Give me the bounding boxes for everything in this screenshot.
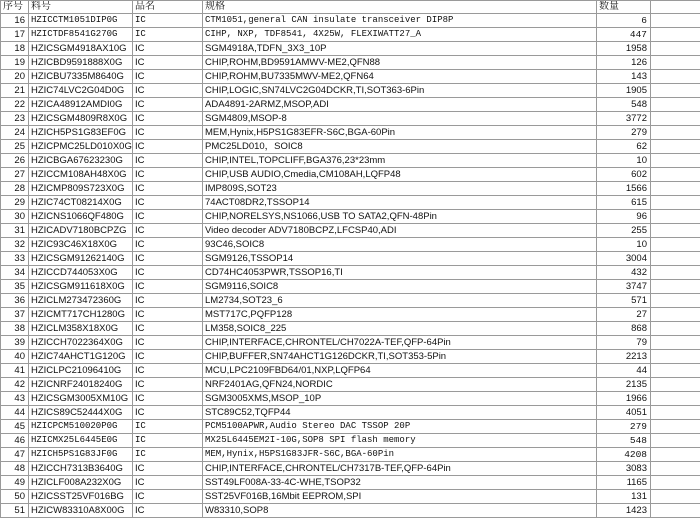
product-name-cell[interactable]: IC — [133, 126, 203, 140]
table-row — [1, 224, 700, 238]
product-name-cell[interactable]: IC — [133, 70, 203, 84]
empty-cell[interactable] — [651, 112, 700, 126]
empty-cell[interactable] — [651, 140, 700, 154]
specification-cell[interactable]: MX25L6445EM2I-10G,SOP8 SPI flash memory — [203, 434, 597, 448]
quantity-cell[interactable]: 432 — [597, 266, 651, 280]
empty-cell[interactable] — [651, 420, 700, 434]
row-seq-cell[interactable]: 22 — [1, 98, 29, 112]
specification-cell[interactable]: SGM9126,TSSOP14 — [203, 252, 597, 266]
table-row — [1, 252, 700, 266]
row-seq-cell[interactable]: 39 — [1, 336, 29, 350]
quantity-cell[interactable]: 447 — [597, 28, 651, 42]
quantity-cell[interactable]: 10 — [597, 238, 651, 252]
table-row — [1, 196, 700, 210]
product-name-cell[interactable]: IC — [133, 182, 203, 196]
row-seq-cell[interactable]: 49 — [1, 476, 29, 490]
empty-cell[interactable] — [651, 462, 700, 476]
product-name-cell[interactable]: IC — [133, 308, 203, 322]
table-row — [1, 238, 700, 252]
empty-cell[interactable] — [651, 490, 700, 504]
empty-cell[interactable] — [651, 28, 700, 42]
part-number-cell[interactable]: HZICA48912AMDI0G — [29, 98, 133, 112]
product-name-cell[interactable]: IC — [133, 462, 203, 476]
row-seq-cell[interactable]: 48 — [1, 462, 29, 476]
empty-cell[interactable] — [651, 168, 700, 182]
row-seq-cell[interactable]: 26 — [1, 154, 29, 168]
row-seq-cell[interactable]: 50 — [1, 490, 29, 504]
header-specification[interactable]: 规格 — [203, 1, 597, 14]
row-seq-cell[interactable]: 43 — [1, 392, 29, 406]
row-seq-cell[interactable]: 41 — [1, 364, 29, 378]
part-number-cell[interactable]: HZICLPC21096410G — [29, 364, 133, 378]
table-row — [1, 84, 700, 98]
row-seq-cell[interactable]: 21 — [1, 84, 29, 98]
row-seq-cell[interactable]: 25 — [1, 140, 29, 154]
quantity-cell[interactable]: 279 — [597, 420, 651, 434]
table-row — [1, 294, 700, 308]
empty-cell[interactable] — [651, 238, 700, 252]
quantity-cell[interactable]: 1958 — [597, 42, 651, 56]
quantity-cell[interactable]: 3747 — [597, 280, 651, 294]
table-row — [1, 98, 700, 112]
row-seq-cell[interactable]: 35 — [1, 280, 29, 294]
part-number-cell[interactable]: HZICLM358X18X0G — [29, 322, 133, 336]
table-row — [1, 140, 700, 154]
empty-cell[interactable] — [651, 434, 700, 448]
header-quantity[interactable]: 数量 — [597, 1, 651, 14]
part-number-cell[interactable]: HZICCD744053X0G — [29, 266, 133, 280]
part-number-cell[interactable]: HZICSGM91262140G — [29, 252, 133, 266]
specification-cell[interactable]: SST49LF008A-33-4C-WHE,TSOP32 — [203, 476, 597, 490]
part-number-cell[interactable]: HZICTDF8541G270G — [29, 28, 133, 42]
product-name-cell[interactable]: IC — [133, 14, 203, 28]
table-row — [1, 182, 700, 196]
product-name-cell[interactable]: IC — [133, 266, 203, 280]
table-row — [1, 420, 700, 434]
quantity-cell[interactable]: 4208 — [597, 448, 651, 462]
table-row — [1, 28, 700, 42]
specification-cell[interactable]: STC89C52,TQFP44 — [203, 406, 597, 420]
specification-cell[interactable]: IMP809S,SOT23 — [203, 182, 597, 196]
header-product-name[interactable]: 品名 — [133, 1, 203, 14]
empty-cell[interactable] — [651, 154, 700, 168]
quantity-cell[interactable]: 1423 — [597, 504, 651, 518]
part-number-cell[interactable]: HZICLM273472360G — [29, 294, 133, 308]
table-row — [1, 476, 700, 490]
specification-cell[interactable]: 74ACT08DR2,TSSOP14 — [203, 196, 597, 210]
quantity-cell[interactable]: 2135 — [597, 378, 651, 392]
specification-cell[interactable]: SGM9116,SOIC8 — [203, 280, 597, 294]
row-seq-cell[interactable]: 51 — [1, 504, 29, 518]
table-row — [1, 42, 700, 56]
empty-cell[interactable] — [651, 504, 700, 518]
quantity-cell[interactable]: 1905 — [597, 84, 651, 98]
quantity-cell[interactable]: 79 — [597, 336, 651, 350]
table-row — [1, 266, 700, 280]
empty-cell[interactable] — [651, 14, 700, 28]
part-number-cell[interactable]: HZIC93C46X18X0G — [29, 238, 133, 252]
row-seq-cell[interactable]: 16 — [1, 14, 29, 28]
header-empty[interactable] — [651, 1, 700, 14]
specification-cell[interactable]: CHIP,INTERFACE,CHRONTEL/CH7317B-TEF,QFP-64Pin — [203, 462, 597, 476]
row-seq-cell[interactable]: 20 — [1, 70, 29, 84]
specification-cell[interactable]: CIHP, NXP, TDF8541, 4X25W, FLEXIWATT27_A — [203, 28, 597, 42]
specification-cell[interactable]: MEM,Hynix,H5PS1G83EFR-S6C,BGA-60Pin — [203, 126, 597, 140]
table-row — [1, 392, 700, 406]
part-number-cell[interactable]: HZICSGM4918AX10G — [29, 42, 133, 56]
product-name-cell[interactable]: IC — [133, 406, 203, 420]
specification-cell[interactable]: SGM4809,MSOP-8 — [203, 112, 597, 126]
specification-cell[interactable]: CHIP,INTEL,TOPCLIFF,BGA376,23*23mm — [203, 154, 597, 168]
quantity-cell[interactable]: 615 — [597, 196, 651, 210]
specification-cell[interactable]: W83310,SOP8 — [203, 504, 597, 518]
quantity-cell[interactable]: 1966 — [597, 392, 651, 406]
specification-cell[interactable]: MCU,LPC2109FBD64/01,NXP,LQFP64 — [203, 364, 597, 378]
part-number-cell[interactable]: HZICMX25L6445E0G — [29, 434, 133, 448]
specification-cell[interactable]: CHIP,INTERFACE,CHRONTEL/CH7022A-TEF,QFP-64Pin — [203, 336, 597, 350]
product-name-cell[interactable]: IC — [133, 476, 203, 490]
quantity-cell[interactable]: 131 — [597, 490, 651, 504]
row-seq-cell[interactable]: 32 — [1, 238, 29, 252]
specification-cell[interactable]: CHIP,LOGIC,SN74LVC2G04DCKR,TI,SOT363-6Pin — [203, 84, 597, 98]
product-name-cell[interactable]: IC — [133, 238, 203, 252]
specification-cell[interactable]: LM2734,SOT23_6 — [203, 294, 597, 308]
empty-cell[interactable] — [651, 70, 700, 84]
table-row — [1, 56, 700, 70]
quantity-cell[interactable]: 548 — [597, 98, 651, 112]
row-seq-cell[interactable]: 30 — [1, 210, 29, 224]
empty-cell[interactable] — [651, 378, 700, 392]
part-number-cell[interactable]: HZICPCM510020P0G — [29, 420, 133, 434]
empty-cell[interactable] — [651, 476, 700, 490]
table-row — [1, 406, 700, 420]
quantity-cell[interactable]: 62 — [597, 140, 651, 154]
product-name-cell[interactable]: IC — [133, 28, 203, 42]
quantity-cell[interactable]: 1165 — [597, 476, 651, 490]
quantity-cell[interactable]: 255 — [597, 224, 651, 238]
part-number-cell[interactable]: HZICMT717CH1280G — [29, 308, 133, 322]
part-number-cell[interactable]: HZICCH7313B3640G — [29, 462, 133, 476]
specification-cell[interactable]: CHIP,ROHM,BD9591AMWV-ME2,QFN88 — [203, 56, 597, 70]
specification-cell[interactable]: CHIP,USB AUDIO,Cmedia,CM108AH,LQFP48 — [203, 168, 597, 182]
quantity-cell[interactable]: 3772 — [597, 112, 651, 126]
quantity-cell[interactable]: 6 — [597, 14, 651, 28]
quantity-cell[interactable]: 4051 — [597, 406, 651, 420]
table-row — [1, 378, 700, 392]
product-name-cell[interactable]: IC — [133, 56, 203, 70]
part-number-cell[interactable]: HZICCH7022364X0G — [29, 336, 133, 350]
empty-cell[interactable] — [651, 350, 700, 364]
part-number-cell[interactable]: HZICW83310A8X00G — [29, 504, 133, 518]
empty-cell[interactable] — [651, 266, 700, 280]
product-name-cell[interactable]: IC — [133, 210, 203, 224]
quantity-cell[interactable]: 126 — [597, 56, 651, 70]
product-name-cell[interactable]: IC — [133, 168, 203, 182]
quantity-cell[interactable]: 602 — [597, 168, 651, 182]
specification-cell[interactable]: CHIP,BUFFER,SN74AHCT1G126DCKR,TI,SOT353-5Pin — [203, 350, 597, 364]
product-name-cell[interactable]: IC — [133, 140, 203, 154]
product-name-cell[interactable]: IC — [133, 504, 203, 518]
part-number-cell[interactable]: HZIC74LVC2G04D0G — [29, 84, 133, 98]
specification-cell[interactable]: NRF2401AG,QFN24,NORDIC — [203, 378, 597, 392]
table-row — [1, 280, 700, 294]
table-row — [1, 308, 700, 322]
quantity-cell[interactable]: 3004 — [597, 252, 651, 266]
part-number-cell[interactable]: HZICBD9591888X0G — [29, 56, 133, 70]
row-seq-cell[interactable]: 23 — [1, 112, 29, 126]
empty-cell[interactable] — [651, 322, 700, 336]
part-number-cell[interactable]: HZICSGM3005XM10G — [29, 392, 133, 406]
table-row — [1, 448, 700, 462]
quantity-cell[interactable]: 548 — [597, 434, 651, 448]
product-name-cell[interactable]: IC — [133, 112, 203, 126]
product-name-cell[interactable]: IC — [133, 350, 203, 364]
specification-cell[interactable]: SST25VF016B,16Mbit EEPROM,SPI — [203, 490, 597, 504]
product-name-cell[interactable]: IC — [133, 294, 203, 308]
product-name-cell[interactable]: IC — [133, 448, 203, 462]
product-name-cell[interactable]: IC — [133, 322, 203, 336]
specification-cell[interactable]: LM358,SOIC8_225 — [203, 322, 597, 336]
part-number-cell[interactable]: HZICH5PS1G83EF0G — [29, 126, 133, 140]
header-row — [1, 1, 700, 14]
specification-cell[interactable]: PMC25LD010，SOIC8 — [203, 140, 597, 154]
empty-cell[interactable] — [651, 294, 700, 308]
table-row — [1, 322, 700, 336]
quantity-cell[interactable]: 1566 — [597, 182, 651, 196]
row-seq-cell[interactable]: 42 — [1, 378, 29, 392]
part-number-cell[interactable]: HZICADV7180BCPZG — [29, 224, 133, 238]
row-seq-cell[interactable]: 19 — [1, 56, 29, 70]
row-seq-cell[interactable]: 46 — [1, 434, 29, 448]
product-name-cell[interactable]: IC — [133, 378, 203, 392]
row-seq-cell[interactable]: 29 — [1, 196, 29, 210]
table-row — [1, 490, 700, 504]
product-name-cell[interactable]: IC — [133, 490, 203, 504]
quantity-cell[interactable]: 44 — [597, 364, 651, 378]
table-row — [1, 434, 700, 448]
table-row — [1, 210, 700, 224]
quantity-cell[interactable]: 96 — [597, 210, 651, 224]
table-row — [1, 336, 700, 350]
product-name-cell[interactable]: IC — [133, 98, 203, 112]
specification-cell[interactable]: PCM5100APWR,Audio Stereo DAC TSSOP 20P — [203, 420, 597, 434]
row-seq-cell[interactable]: 28 — [1, 182, 29, 196]
empty-cell[interactable] — [651, 224, 700, 238]
specification-cell[interactable]: ADA4891-2ARMZ,MSOP,ADI — [203, 98, 597, 112]
part-number-cell[interactable]: HZICBGA67623230G — [29, 154, 133, 168]
row-seq-cell[interactable]: 45 — [1, 420, 29, 434]
product-name-cell[interactable]: IC — [133, 280, 203, 294]
part-number-cell[interactable]: HZICLF008A232X0G — [29, 476, 133, 490]
part-number-cell[interactable]: HZICNS1066QF480G — [29, 210, 133, 224]
row-seq-cell[interactable]: 24 — [1, 126, 29, 140]
table-row — [1, 14, 700, 28]
product-name-cell[interactable]: IC — [133, 336, 203, 350]
empty-cell[interactable] — [651, 392, 700, 406]
part-number-cell[interactable]: HZICSST25VF016BG — [29, 490, 133, 504]
quantity-cell[interactable]: 868 — [597, 322, 651, 336]
part-number-cell[interactable]: HZICSGM911618X0G — [29, 280, 133, 294]
empty-cell[interactable] — [651, 56, 700, 70]
quantity-cell[interactable]: 571 — [597, 294, 651, 308]
specification-cell[interactable]: CD74HC4053PWR,TSSOP16,TI — [203, 266, 597, 280]
table-row — [1, 364, 700, 378]
row-seq-cell[interactable]: 40 — [1, 350, 29, 364]
part-number-cell[interactable]: HZICPMC25LD010X0G — [29, 140, 133, 154]
quantity-cell[interactable]: 279 — [597, 126, 651, 140]
product-name-cell[interactable]: IC — [133, 392, 203, 406]
product-name-cell[interactable]: IC — [133, 224, 203, 238]
table-row — [1, 112, 700, 126]
empty-cell[interactable] — [651, 84, 700, 98]
product-name-cell[interactable]: IC — [133, 434, 203, 448]
empty-cell[interactable] — [651, 336, 700, 350]
part-number-cell[interactable]: HZICS89C52444X0G — [29, 406, 133, 420]
part-number-cell[interactable]: HZICSGM4809R8X0G — [29, 112, 133, 126]
table-row — [1, 350, 700, 364]
table-row — [1, 154, 700, 168]
product-name-cell[interactable]: IC — [133, 84, 203, 98]
quantity-cell[interactable]: 143 — [597, 70, 651, 84]
empty-cell[interactable] — [651, 210, 700, 224]
empty-cell[interactable] — [651, 364, 700, 378]
part-number-cell[interactable]: HZICMP809S723X0G — [29, 182, 133, 196]
empty-cell[interactable] — [651, 308, 700, 322]
row-seq-cell[interactable]: 17 — [1, 28, 29, 42]
empty-cell[interactable] — [651, 448, 700, 462]
specification-cell[interactable]: MST717C,PQFP128 — [203, 308, 597, 322]
product-name-cell[interactable]: IC — [133, 42, 203, 56]
specification-cell[interactable]: SGM3005XMS,MSOP_10P — [203, 392, 597, 406]
specification-cell[interactable]: CTM1051,general CAN insulate transceiver DIP8P — [203, 14, 597, 28]
empty-cell[interactable] — [651, 406, 700, 420]
quantity-cell[interactable]: 27 — [597, 308, 651, 322]
empty-cell[interactable] — [651, 126, 700, 140]
table-row — [1, 462, 700, 476]
row-seq-cell[interactable]: 34 — [1, 266, 29, 280]
empty-cell[interactable] — [651, 252, 700, 266]
specification-cell[interactable]: Video decoder ADV7180BCPZ,LFCSP40,ADI — [203, 224, 597, 238]
specification-cell[interactable]: CHIP,NORELSYS,NS1066,USB TO SATA2,QFN-48Pin — [203, 210, 597, 224]
specification-cell[interactable]: 93C46,SOIC8 — [203, 238, 597, 252]
empty-cell[interactable] — [651, 280, 700, 294]
empty-cell[interactable] — [651, 196, 700, 210]
row-seq-cell[interactable]: 47 — [1, 448, 29, 462]
product-name-cell[interactable]: IC — [133, 420, 203, 434]
table-row — [1, 504, 700, 518]
row-seq-cell[interactable]: 37 — [1, 308, 29, 322]
row-seq-cell[interactable]: 33 — [1, 252, 29, 266]
quantity-cell[interactable]: 3083 — [597, 462, 651, 476]
part-number-cell[interactable]: HZIC74AHCT1G120G — [29, 350, 133, 364]
row-seq-cell[interactable]: 44 — [1, 406, 29, 420]
specification-cell[interactable]: SGM4918A,TDFN_3X3_10P — [203, 42, 597, 56]
row-seq-cell[interactable]: 27 — [1, 168, 29, 182]
row-seq-cell[interactable]: 38 — [1, 322, 29, 336]
product-name-cell[interactable]: IC — [133, 252, 203, 266]
header-seq[interactable]: 序号 — [1, 1, 29, 14]
header-part-number[interactable]: 料号 — [29, 1, 133, 14]
part-number-cell[interactable]: HZICCM108AH48X0G — [29, 168, 133, 182]
part-number-cell[interactable]: HZIC74CT08214X0G — [29, 196, 133, 210]
empty-cell[interactable] — [651, 42, 700, 56]
table-row — [1, 126, 700, 140]
part-number-cell[interactable]: HZICNRF24018240G — [29, 378, 133, 392]
empty-cell[interactable] — [651, 98, 700, 112]
product-name-cell[interactable]: IC — [133, 364, 203, 378]
part-number-cell[interactable]: HZICH5PS1G83JF0G — [29, 448, 133, 462]
specification-cell[interactable]: MEM,Hynix,H5PS1G83JFR-S6C,BGA-60Pin — [203, 448, 597, 462]
quantity-cell[interactable]: 10 — [597, 154, 651, 168]
empty-cell[interactable] — [651, 182, 700, 196]
part-number-cell[interactable]: HZICCTM1051DIP0G — [29, 14, 133, 28]
row-seq-cell[interactable]: 36 — [1, 294, 29, 308]
quantity-cell[interactable]: 2213 — [597, 350, 651, 364]
product-name-cell[interactable]: IC — [133, 154, 203, 168]
row-seq-cell[interactable]: 31 — [1, 224, 29, 238]
table-row — [1, 168, 700, 182]
table-row — [1, 70, 700, 84]
row-seq-cell[interactable]: 18 — [1, 42, 29, 56]
specification-cell[interactable]: CHIP,ROHM,BU7335MWV-ME2,QFN64 — [203, 70, 597, 84]
product-name-cell[interactable]: IC — [133, 196, 203, 210]
part-number-cell[interactable]: HZICBU7335M8640G — [29, 70, 133, 84]
